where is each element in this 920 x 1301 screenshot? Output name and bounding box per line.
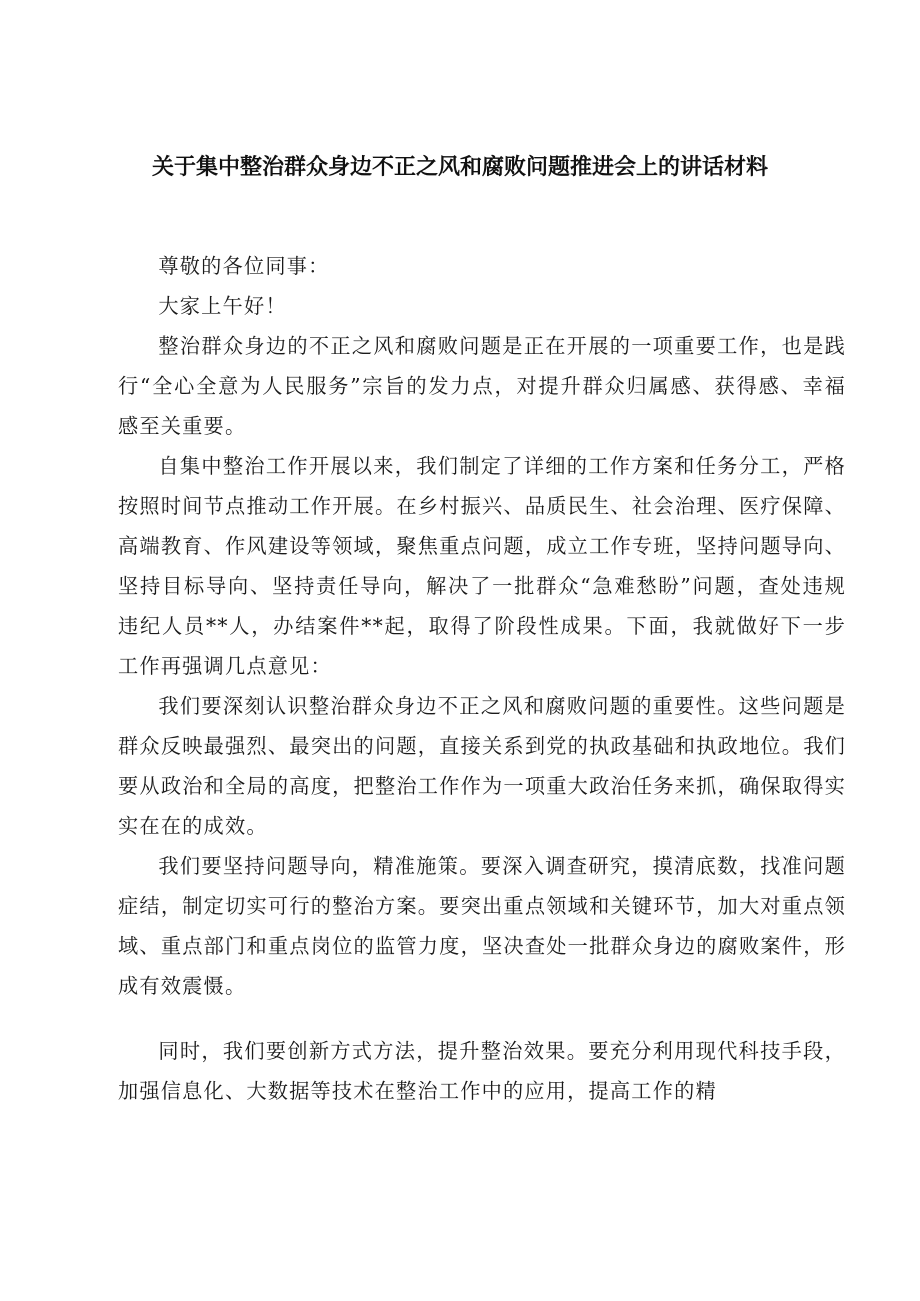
paragraph-4: 我们要坚持问题导向，精准施策。要深入调查研究，摸清底数，找准问题症结，制定切实可行的整治方案。要突出重点领域和关键环节，加大对重点领域、重点部门和重点岗位的监管力度，坚决查处一批群众身边的腐败案件，形成有效震慑。	[118, 854, 846, 998]
paragraph-1: 整治群众身边的不正之风和腐败问题是正在开展的一项重要工作，也是践行“全心全意为人民服务”宗旨的发力点，对提升群众归属感、获得感、幸福感至关重要。	[118, 334, 846, 438]
document-body	[118, 246, 846, 1111]
paragraph-2: 自集中整治工作开展以来，我们制定了详细的工作方案和任务分工，严格按照时间节点推动工作开展。在乡村振兴、品质民生、社会治理、医疗保障、高端教育、作风建设等领域，聚焦重点问题，成立工作专班，坚持问题导向、坚持目标导向、坚持责任导向，解决了一批群众“急难愁盼”问题，查处违规违纪人员**人，办结案件**起，取得了阶段性成果。下面，我就做好下一步工作再强调几点意见：	[118, 454, 846, 678]
paragraph-3: 我们要深刻认识整治群众身边不正之风和腐败问题的重要性。这些问题是群众反映最强烈、最突出的问题，直接关系到党的执政基础和执政地位。我们要从政治和全局的高度，把整治工作作为一项重大政治任务来抓，确保取得实实在在的成效。	[118, 694, 846, 838]
salutation: 尊敬的各位同事：	[158, 254, 330, 278]
paragraph-5: 同时，我们要创新方式方法，提升整治效果。要充分利用现代科技手段，加强信息化、大数据等技术在整治工作中的应用，提高工作的精	[118, 1039, 846, 1103]
greeting: 大家上午好！	[158, 294, 287, 318]
document-title: 关于集中整治群众身边不正之风和腐败问题推进会上的讲话材料	[151, 155, 768, 180]
